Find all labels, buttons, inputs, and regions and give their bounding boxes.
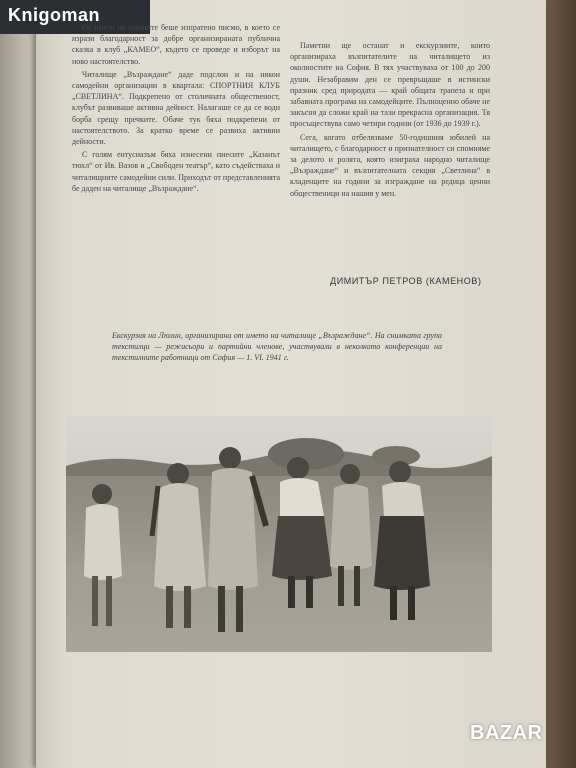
right-text-column: [290, 40, 490, 201]
watermark-bottom: BAZAR: [470, 722, 543, 744]
photo-people-icon: [66, 416, 492, 652]
table-edge-right: [546, 0, 576, 768]
right-paragraph-1: Паметни ще останат и екскурзиите, които организираха възпитателите на читалището из околностите на София. В тях участвуваха от 100 до 200 души. Незабравим ден се превръщаше в истински празник сред природата — край общата трапеза и при забавната програма на самодейците. Пълноценно обаче не закъсня да сложи край на тази прекрасна организация. Тя просъществува само четири години (от 1936 до 1939 г.).: [290, 41, 490, 129]
left-paragraph-2: Читалище „Възраждане“ даде подслон и на някои самодейни организации в квартала: СПОРТНИЯ КЛУБ „СВЕТЛИНА“. Подкрепено от столичната общественост, клубът развиваше активна дейност. Налагаше се да се води борба срещу пречките. Обаче тук бяха подкрепени от настоятелството. За кратко време се развиха активни дейности.: [72, 69, 280, 147]
left-paragraph-1: От името на ковачите беше изпратено писмо, в което се изрази благодарност за добре организираната публична сказка в клуб „КАМЕО“, където се проведе и изборът на ново настоятелство.: [72, 23, 280, 66]
right-paragraph-2: Сега, когато отбелязваме 50-годишния юбилей на читалището, с благодарност и признателност си спомняме за делото и ролята, която изиграха народно читалище „Възраждане“ и възпитателната секция „Светлина“ в кладенците на години за изграждане на редица ценни общественици на нашия у мен.: [290, 132, 490, 198]
left-paragraph-3: С голям ентусиазъм бяха изнесени пиесите „Казанът тюхл“ от Ив. Вазов и „Свободен театър“, като съдействаха и читалищните самодейни сили. Приходът от представленията бе даден на читалище „Възраждане“.: [72, 150, 280, 193]
group-photo: [66, 416, 492, 652]
author-signature: ДИМИТЪР ПЕТРОВ (КАМЕНОВ): [330, 276, 482, 286]
left-text-column: [72, 22, 280, 196]
photo-caption: Екскурзия на Люлин, организирана от името на читалище „Възраждане“. На снимката група текстилци — режисьори и партийни членове, участвували в неколкото конференции на текстилните работници от София — 1. VI. 1941 г.: [112, 331, 442, 362]
watermark-top-text: Knigoman: [8, 5, 100, 25]
